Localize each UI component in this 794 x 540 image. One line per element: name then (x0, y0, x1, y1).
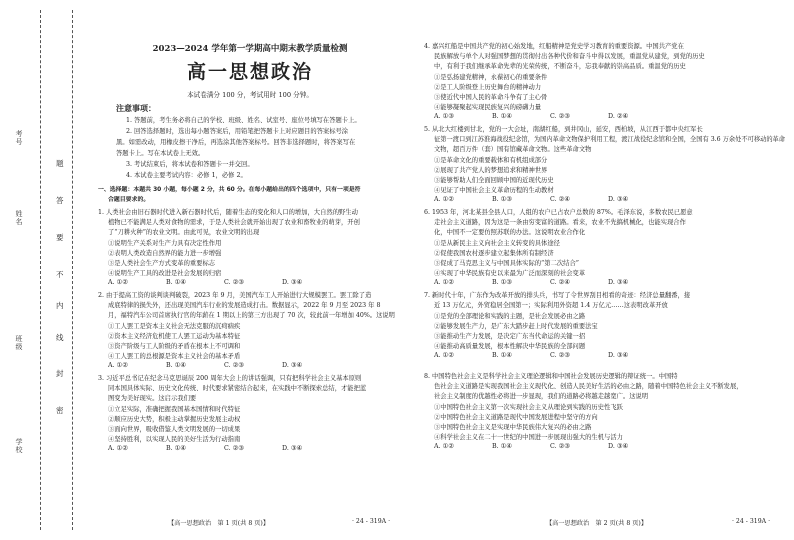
notice-line: 2. 回答选择题时，选出每小题答案后，用铅笔把答题卡上对应题目的答案标号涂 (126, 128, 349, 135)
seal-char: 答 (56, 196, 64, 205)
option: ③使近代中国人民的革命斗争有了主心骨 (434, 94, 548, 101)
answer-d[interactable]: D. ③④ (282, 362, 303, 369)
option: ②是工人阶级登上历史舞台的精神动力 (434, 84, 542, 91)
option: ②促使我国农村逐步建立起集体所有制经济 (434, 250, 554, 257)
answer-c[interactable]: C. ②③ (550, 113, 570, 120)
answer-d[interactable]: D. ②④ (608, 113, 629, 120)
binding-dashed-line-outer (40, 10, 41, 530)
option: ④工人罢工的总根源是资本主义社会的基本矛盾 (108, 353, 241, 360)
question-1-text: 了“刀耕火种”的农业文明。由此可见，农业文明的出现 (108, 229, 260, 236)
seal-char: 封 (56, 369, 64, 378)
option: ①中国特色社会主义第一次实现社会主义从理论到实践的历史性飞跃 (434, 404, 623, 411)
question-5-text: 5. 从北大红楼到甘北，党的一大会址，南湖红船，到井冈山，延安，西柏坡，从江西于都中央红军长 (424, 126, 703, 133)
section-heading: 合题目要求的。 (108, 197, 150, 203)
exam-meta: 本试卷满分 100 分，考试用时 100 分钟。 (187, 91, 313, 99)
answer-c[interactable]: C. ②④ (550, 196, 570, 203)
question-5-text: 文物，超百万件（套）国有馆藏革命文物。这些革命文物 (434, 146, 592, 153)
option: ④实现了中华民族有史以来最为广泛而深刻的社会变革 (434, 270, 586, 277)
answer-choices (108, 362, 340, 369)
question-8-text: 色社会主义道路是实现我国社会主义现代化、创造人民美好生活的必由之路，随着中国特色社会主义不断发展， (434, 383, 743, 390)
answer-d[interactable]: D. ③④ (608, 196, 629, 203)
question-3-text: 同本国具体实际、历史文化传统、时代要求紧密结合起来，在实践中不断探索总结，才能把蓝 (108, 385, 367, 392)
option: ②顺应历史大势，积极主动掌握历史发展主动权 (108, 416, 241, 423)
option: ③促成了马克思主义与中国具体实际的“第二次结合” (434, 260, 579, 267)
footer-page-label: 【高一思想政治 第 1 页(共 8 页)】 (168, 520, 270, 527)
option: ④能推动高质量发展，根本性解决中华民族的全部问题 (434, 343, 586, 350)
answer-b[interactable]: B. ①④ (492, 113, 512, 120)
answer-a[interactable]: A. ①② (108, 362, 128, 369)
answer-a[interactable]: A. ①② (434, 279, 454, 286)
question-1-text: 植物已不能满足人类对食物的需求，于是人类社会就开始出现了农业和畜牧业的萌芽，开创 (108, 219, 360, 226)
option: ④见证了中国社会主义革命历程的生动教材 (434, 187, 554, 194)
question-8-text: 8. 中国特色社会主义是科学社会主义理论逻辑和中国社会发展历史逻辑的辩证统一。中国特 (424, 373, 678, 380)
option: ①工人罢工是资本主义社会无法克服的沉疴痼疾 (108, 323, 241, 330)
option: ③是人类社会生产方式变革的重要标志 (108, 260, 216, 267)
answer-d[interactable]: D. ③④ (608, 279, 629, 286)
label-class: 班级 (15, 335, 23, 351)
answer-a[interactable]: A. ①② (434, 443, 454, 450)
notice-line: 4. 本试卷主要考试内容：必修 1，必修 2。 (126, 172, 247, 179)
label-school: 学校 (15, 438, 23, 454)
question-6-text: 化，中国不一定要仿照苏联的办法。这说明农业合作化 (434, 229, 586, 236)
answer-choices (108, 279, 340, 286)
answer-c[interactable]: C. ②③ (224, 445, 244, 452)
answer-a[interactable]: A. ①② (108, 279, 128, 286)
answer-c[interactable]: C. ②③ (224, 362, 244, 369)
answer-b[interactable]: B. ①④ (492, 352, 512, 359)
option: ③资产阶级与工人阶级的矛盾在根本上不可调和 (108, 343, 241, 350)
option: ④坚持胜利，以实现人民的美好生活为行动指南 (108, 436, 241, 443)
option: ③能够帮助人们全面回顾中国的近现代历史 (434, 177, 554, 184)
notice-line: 3. 考试结束后，将本试卷和答题卡一并交回。 (126, 161, 254, 168)
question-4-text: 中，有利于我们继承革命先辈的光荣传统，不断奋斗，忘我奉献的崇高品质。重温党的历史 (434, 63, 686, 70)
question-2-text: 成底特律的损失外，还出现美国汽车行业的发展造成打击。数据显示，2022 年 9 月至 2023 年 8 (108, 302, 381, 309)
option: ③能推动生产力发展，是决定广东当代命运的关键一招 (434, 333, 586, 340)
question-2-text: 月，福特汽车公司首席执行官的年薪在 1 期以上的第三方出现了 70 次，较此前一年增加 40%。这说明 (108, 312, 395, 319)
answer-a[interactable]: A. ①② (108, 445, 128, 452)
option: ②展现了共产党人的梦想追求和精神世界 (434, 167, 548, 174)
question-2-text: 2. 由于提高工资的谈判谈判破裂，2023 年 9 月，美国汽车工人开始进行大规模罢工。罢工除了造 (98, 292, 372, 299)
question-5-text: 征第一渡口到江苏淮海战役纪念馆，为国内革命文物保护利用工程，渡江战役纪念馆和全国，全国有 3.6 万余处不可移动的革命 (434, 136, 786, 143)
option: ①是革命文化的重要载体和有机组成部分 (434, 157, 548, 164)
answer-c[interactable]: C. ②③ (550, 352, 570, 359)
answer-d[interactable]: D. ③④ (608, 352, 629, 359)
answer-c[interactable]: C. ②③ (224, 279, 244, 286)
option: ①是弘扬建党精神，永葆初心的重要条件 (434, 74, 548, 81)
label-exam-number: 考号 (15, 130, 23, 146)
answer-b[interactable]: B. ①④ (166, 445, 186, 452)
option: ①是从新民主主义向社会主义转变的具体途径 (434, 240, 560, 247)
footer-code: · 24 - 319A · (732, 518, 771, 525)
answer-choices (434, 352, 666, 359)
answer-a[interactable]: A. ①② (434, 196, 454, 203)
notice-line: 答题卡上。写在本试卷上无效。 (116, 150, 205, 157)
answer-c[interactable]: C. ②③ (550, 443, 570, 450)
answer-d[interactable]: D. ③④ (608, 443, 629, 450)
option: ④说明生产工具的改进是社会发展的归宿 (108, 270, 222, 277)
seal-char: 要 (56, 233, 64, 242)
footer-code: · 24 - 319A · (352, 518, 391, 525)
answer-choices (434, 279, 666, 286)
seal-char: 线 (56, 333, 64, 342)
notice-title: 注意事项： (116, 104, 156, 113)
seal-char: 内 (56, 301, 64, 310)
seal-char: 密 (56, 406, 64, 415)
notice-line: 黑。如需改动，用橡皮擦干净后，再选涂其他答案标号。回答非选择题时，将答案写在 (116, 139, 356, 146)
question-4-text: 4. 嘉兴红船是中国共产党的初心始发地，红船精神是党史学习教育的重要资源。中国共产党在 (424, 43, 684, 50)
question-1-text: 1. 人类社会由旧石器时代进入新石器时代后，随着生态的变化和人口的增加，大自然的野生动 (98, 209, 358, 216)
page-title: 高一思想政治 (186, 61, 313, 83)
answer-a[interactable]: A. ①③ (434, 113, 454, 120)
answer-b[interactable]: B. ①③ (492, 279, 512, 286)
answer-d[interactable]: D. ③④ (282, 279, 303, 286)
notice-line: 1. 答题前，考生务必将自己的学校、班级、姓名、试室号、座位号填写在答题卡上。 (126, 117, 361, 124)
option: ③中国特色社会主义是实现中华民族伟大复兴的必由之路 (434, 424, 592, 431)
binding-dashed-line-inner (72, 10, 73, 530)
answer-choices (434, 443, 666, 450)
seal-char: 题 (56, 159, 64, 168)
option: ①说明生产关系对生产力具有决定性作用 (108, 240, 222, 247)
question-8-text: 社会主义制度的优越性必将进一步显现，我们的道路必将越走越宽广。这说明 (434, 393, 649, 400)
label-name: 姓名 (15, 210, 23, 226)
option: ②中国特色社会主义道路是现代中国发展进程中坚守的方向 (434, 414, 598, 421)
question-7-text: 7. 新时代十年，广东作为改革开放的排头兵，书写了令世界刮目相看的奇迹：经济总量翻番，接 (424, 292, 691, 299)
answer-choices (434, 196, 666, 203)
question-3-text: 3. 习近平总书记在纪念马克思诞辰 200 周年大会上的讲话强调，只有把科学社会主义基本原则 (98, 375, 362, 382)
option: ①是党的全部理论和实践的主题，是社会发展必由之路 (434, 313, 586, 320)
answer-d[interactable]: D. ③④ (282, 445, 303, 452)
option: ②能够发展生产力，是广东大踏步赶上时代发展的重要法宝 (434, 323, 598, 330)
answer-choices (108, 445, 340, 452)
option: ④科学社会主义在二十一世纪的中国进一步展现出强大的生机与活力 (434, 434, 623, 441)
option: ①立足实际，准确把握我国基本国情和时代特征 (108, 406, 241, 413)
answer-b[interactable]: B. ①④ (166, 279, 186, 286)
seal-char: 不 (56, 270, 64, 279)
question-3-text: 图变为美好现实。这启示我们要 (108, 395, 197, 402)
exam-header: 2023—2024 学年第一学期高中期末教学质量检测 (152, 44, 348, 54)
answer-c[interactable]: C. ②④ (550, 279, 570, 286)
option: ②表明人类改造自然界的能力进一步增强 (108, 250, 222, 257)
question-6-text: 走社会主义道路，因为这是一条由穷变富的道路。看来，农业不先搞机械化，也能实现合作 (434, 219, 686, 226)
answer-b[interactable]: B. ①④ (166, 362, 186, 369)
question-6-text: 6. 1953 年，河北某县全县人口，人组的农户已占农户总数的 87%。毛泽东说，多数农民已愿意 (424, 209, 693, 216)
option: ③面向世界，吸收借鉴人类文明发展的一切成果 (108, 426, 241, 433)
answer-a[interactable]: A. ①② (434, 352, 454, 359)
answer-b[interactable]: B. ①③ (492, 196, 512, 203)
section-heading: 一、选择题：本题共 30 小题，每小题 2 分，共 60 分。在每小题给出的四个选项中，只有一项是符 (98, 187, 361, 193)
option: ②资本主义经济危机使工人罢工运动为基本特征 (108, 333, 241, 340)
question-7-text: 近 13 万亿元，外贸稳居全国第一；实际利用外资超 1.4 万亿元……这表明改革开放 (434, 302, 668, 309)
answer-b[interactable]: B. ①④ (492, 443, 512, 450)
option: ④能够凝聚起实现民族复兴的磅礴力量 (434, 104, 542, 111)
question-4-text: 民族解放与单个人对强国梦想的贯彻付出各种代价和奋斗中得以发展，重温党从建党，到党的历史 (434, 53, 705, 60)
answer-choices (434, 113, 666, 120)
footer-page-label: 【高一思想政治 第 2 页(共 8 页)】 (546, 520, 648, 527)
